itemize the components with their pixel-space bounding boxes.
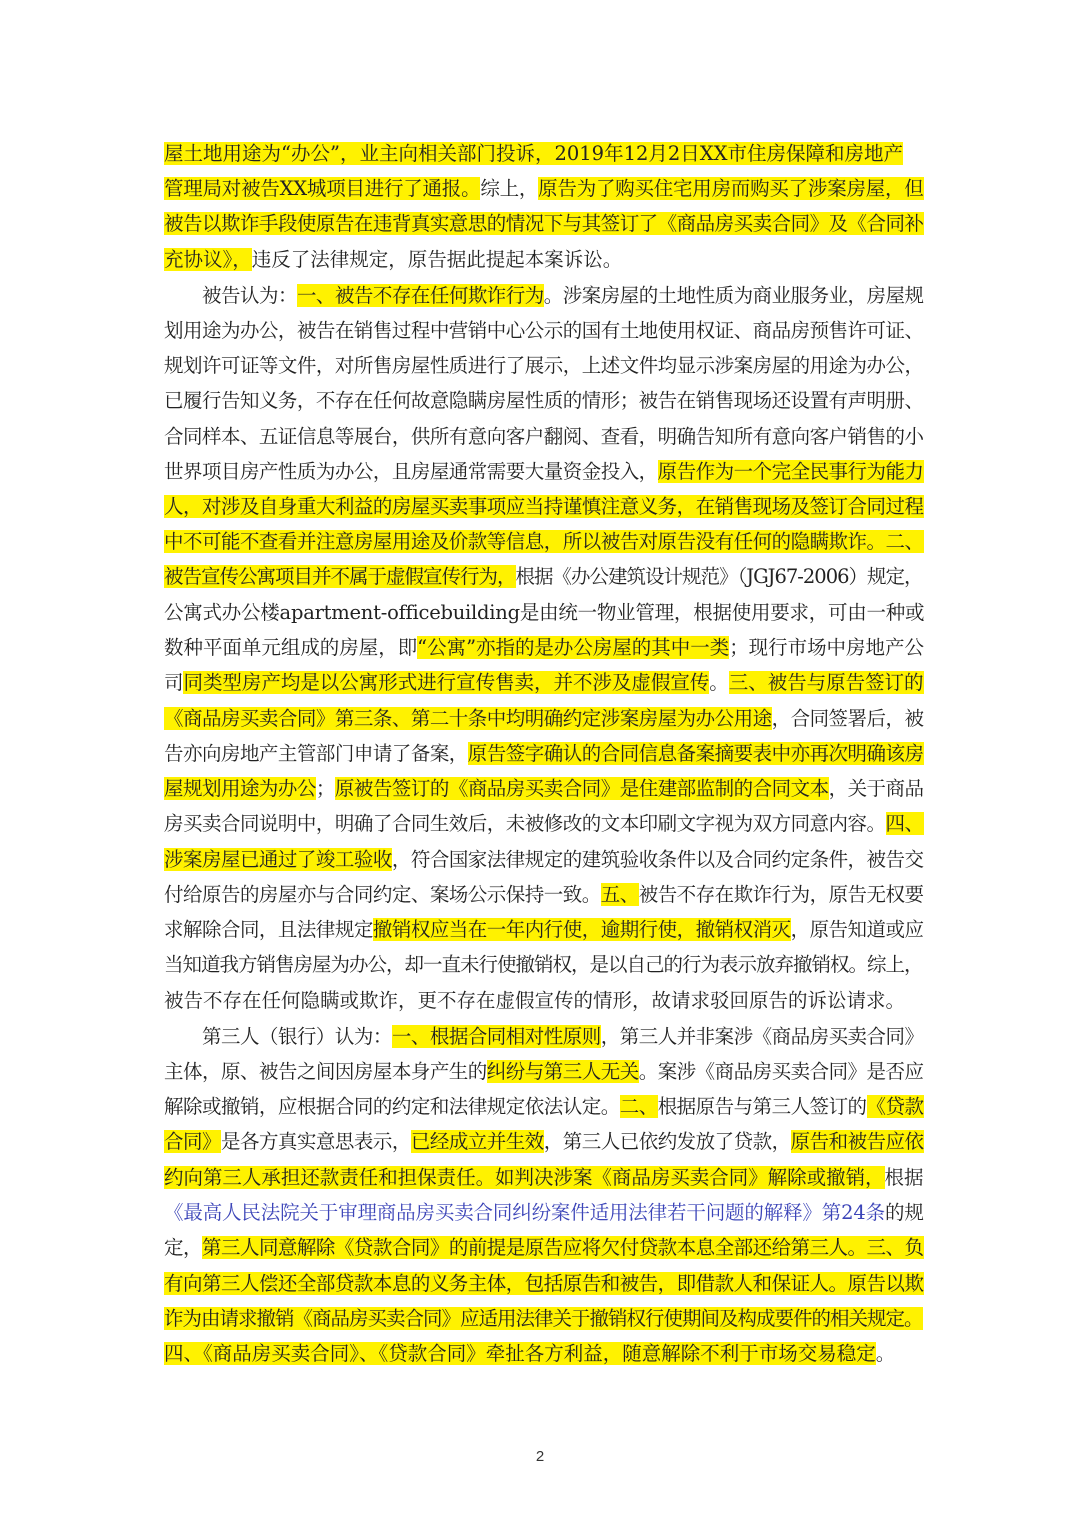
text-run: 房买卖合同说明中，明确了合同生效后，未被修改的文本印刷文字视为双方同意内容。	[164, 812, 886, 835]
text-line	[164, 490, 924, 524]
highlighted-text: 四、《商品房买卖合同》、《贷款合同》牵扯各方利益，随意解除不利于市场交易稳定	[164, 1342, 876, 1365]
text-line	[164, 807, 924, 841]
text-run: 。	[709, 671, 729, 694]
text-line	[164, 631, 924, 665]
text-line	[164, 455, 924, 489]
text-run: ，合同签署后，被	[771, 707, 924, 730]
highlighted-text: 充协议》，	[164, 248, 252, 271]
text-run: 规划许可证等文件，对所售房屋性质进行了展示，上述文件均显示涉案房屋的用途为办公，	[164, 354, 924, 377]
text-run: 第三人（银行）认为：	[202, 1025, 392, 1048]
highlighted-text: 约向第三人承担还款责任和担保责任。如判决涉案《商品房买卖合同》解除或撤销，	[164, 1166, 885, 1189]
highlighted-text: 撤销权应当在一年内行使，逾期行使，撤销权消灭	[372, 918, 791, 941]
highlighted-text: 原告和被告应依	[790, 1130, 924, 1153]
highlighted-text: 管理局对被告XX城项目进行了通报。	[164, 177, 481, 200]
highlighted-text: 原被告签订的《商品房买卖合同》是住建部监制的合同文本	[334, 777, 829, 800]
text-line	[164, 878, 924, 912]
text-run: ；现行市场中房地产公	[729, 636, 924, 659]
text-run: 主体，原、被告之间因房屋本身产生的	[164, 1060, 487, 1083]
highlighted-text: 同类型房产均是以公寓形式进行宣传售卖，并不涉及虚假宣传	[183, 671, 710, 694]
text-line	[164, 1161, 924, 1195]
highlighted-text: 人，对涉及自身重大利益的房屋买卖事项应当持谨慎注意义务，在销售现场及签订合同过程	[164, 495, 924, 518]
text-line	[164, 666, 924, 700]
text-run: 被告不存在欺诈行为，原告无权要	[638, 883, 924, 906]
text-run: ，符合国家法律规定的建筑验收条件以及合同约定条件，被告交	[391, 848, 924, 871]
text-run: ；	[315, 777, 335, 800]
highlighted-text: 《贷款	[866, 1095, 924, 1118]
highlighted-text: 四、	[885, 812, 924, 835]
text-run: 的规	[884, 1201, 924, 1224]
text-line	[164, 314, 924, 348]
text-line	[164, 596, 924, 630]
highlighted-text: 一、被告不存在任何欺诈行为	[296, 284, 544, 307]
text-run: ，原告知道或应	[790, 918, 924, 941]
highlighted-text: 纠纷与第三人无关	[486, 1060, 639, 1083]
text-line	[164, 172, 924, 206]
highlighted-text: 五、	[600, 883, 639, 906]
text-run: 划用途为办公，被告在销售过程中营销中心公示的国有土地使用权证、商品房预售许可证、	[164, 319, 924, 342]
text-line	[164, 948, 924, 982]
highlighted-text: 已经成立并生效	[410, 1130, 544, 1153]
text-line	[164, 843, 924, 877]
text-run: 根据《办公建筑设计规范》（JGJ67-2006）规定，	[515, 565, 923, 588]
highlighted-text: 二、	[619, 1095, 658, 1118]
text-line	[202, 1020, 924, 1054]
text-line	[164, 1090, 924, 1124]
highlighted-text: 原告作为一个完全民事行为能力	[657, 460, 924, 483]
text-run: 已履行告知义务，不存在任何故意隐瞒房屋性质的情形；被告在销售现场还设置有声明册、	[164, 389, 924, 412]
text-run: 合同样本、五证信息等展台，供所有意向客户翻阅、查看，明确告知所有意向客户销售的小	[164, 425, 924, 448]
text-run: 是各方真实意思表示，	[220, 1130, 411, 1153]
text-run: ，第三人并非案涉《商品房买卖合同》	[600, 1025, 924, 1048]
highlighted-text: 原告为了购买住宅用房而购买了涉案房屋，但	[538, 177, 924, 200]
highlighted-text: 涉案房屋已通过了竣工验收	[164, 848, 392, 871]
text-line	[164, 737, 924, 771]
text-run: 。涉案房屋的土地性质为商业服务业，房屋规	[543, 284, 924, 307]
text-line	[164, 243, 924, 277]
highlighted-text: 原告签字确认的合同信息备案摘要表中亦再次明确该房	[467, 742, 924, 765]
text-run: 。案涉《商品房买卖合同》是否应	[638, 1060, 924, 1083]
text-run: 数种平面单元组成的房屋，即	[164, 636, 418, 659]
text-run: 公寓式办公楼apartment-officebuilding是由统一物业管理，根据使用要求，可由一种或	[164, 601, 924, 624]
text-line	[164, 525, 924, 559]
text-line	[164, 1267, 924, 1301]
highlighted-text: 第三人同意解除《贷款合同》的前提是原告应将欠付贷款本息全部还给第三人。三、负	[201, 1236, 924, 1259]
text-line	[164, 137, 924, 171]
text-run: 求解除合同，且法律规定	[164, 918, 373, 941]
text-run: ，第三人已依约发放了贷款，	[543, 1130, 791, 1153]
text-run: ，关于商品	[828, 777, 924, 800]
text-line	[164, 560, 924, 594]
text-line	[164, 1302, 924, 1336]
text-line	[164, 984, 924, 1018]
text-line	[164, 913, 924, 947]
text-line	[164, 1337, 924, 1371]
highlighted-text: 《商品房买卖合同》第三条、第二十条中均明确约定涉案房屋为办公用途	[164, 707, 772, 730]
text-run: 违反了法律规定，原告据此提起本案诉讼。	[251, 248, 623, 271]
highlighted-text: 诈为由请求撤销《商品房买卖合同》应适用法律关于撤销权行使期间及构成要件的相关规定。	[164, 1307, 923, 1330]
text-line	[202, 279, 924, 313]
highlighted-text: 有向第三人偿还全部贷款本息的义务主体，包括原告和被告，即借款人和保证人。原告以欺	[164, 1272, 924, 1295]
highlighted-text: 三、被告与原告签订的	[728, 671, 924, 694]
highlighted-text: 屋土地用途为“办公”，业主向相关部门投诉，2019年12月2日XX市住房保障和房地产	[164, 142, 904, 165]
text-line	[164, 420, 924, 454]
highlighted-text: 合同》	[164, 1130, 221, 1153]
highlighted-text: 被告以欺诈手段使原告在违背真实意思的情况下与其签订了《商品房买卖合同》及《合同补	[164, 212, 924, 235]
text-line	[164, 384, 924, 418]
highlighted-text: 中不可能不查看并注意房屋用途及价款等信息，所以被告对原告没有任何的隐瞒欺诈。二、	[164, 530, 924, 553]
text-run: 。	[875, 1342, 896, 1365]
text-run: 定，	[164, 1236, 202, 1259]
text-run: 解除或撤销，应根据合同的约定和法律规定依法认定。	[164, 1095, 620, 1118]
text-run: 付给原告的房屋亦与合同约定、案场公示保持一致。	[164, 883, 601, 906]
text-run: 当知道我方销售房屋为办公，却一直未行使撤销权，是以自己的行为表示放弃撤销权。综上，	[164, 953, 923, 976]
highlighted-text: “公寓”亦指的是办公房屋的其中一类	[417, 636, 730, 659]
highlighted-text: 一、根据合同相对性原则	[391, 1025, 601, 1048]
text-run: 被告不存在任何隐瞒或欺诈，更不存在虚假宣传的情形，故请求驳回原告的诉讼请求。	[164, 989, 906, 1012]
text-run: 司	[164, 671, 184, 694]
text-line	[164, 1196, 924, 1230]
text-line	[164, 349, 924, 383]
text-run: 根据	[884, 1166, 924, 1189]
text-run: 告亦向房地产主管部门申请了备案，	[164, 742, 468, 765]
text-run: 世界项目房产性质为办公，且房屋通常需要大量资金投入，	[164, 460, 658, 483]
text-run: 被告认为：	[202, 284, 297, 307]
text-run: 根据原告与第三人签订的	[657, 1095, 867, 1118]
text-line	[164, 772, 924, 806]
highlighted-text: 屋规划用途为办公	[164, 777, 316, 800]
text-line	[164, 702, 924, 736]
page-number: 2	[535, 1448, 545, 1465]
highlighted-text: 被告宣传公寓项目并不属于虚假宣传行为，	[164, 565, 516, 588]
text-run: 综上，	[480, 177, 539, 200]
text-line	[164, 1231, 924, 1265]
text-line	[164, 207, 924, 241]
text-line	[164, 1055, 924, 1089]
text-line	[164, 1125, 924, 1159]
citation-text: 《最高人民法院关于审理商品房买卖合同纠纷案件适用法律若干问题的解释》第24条	[164, 1201, 885, 1224]
